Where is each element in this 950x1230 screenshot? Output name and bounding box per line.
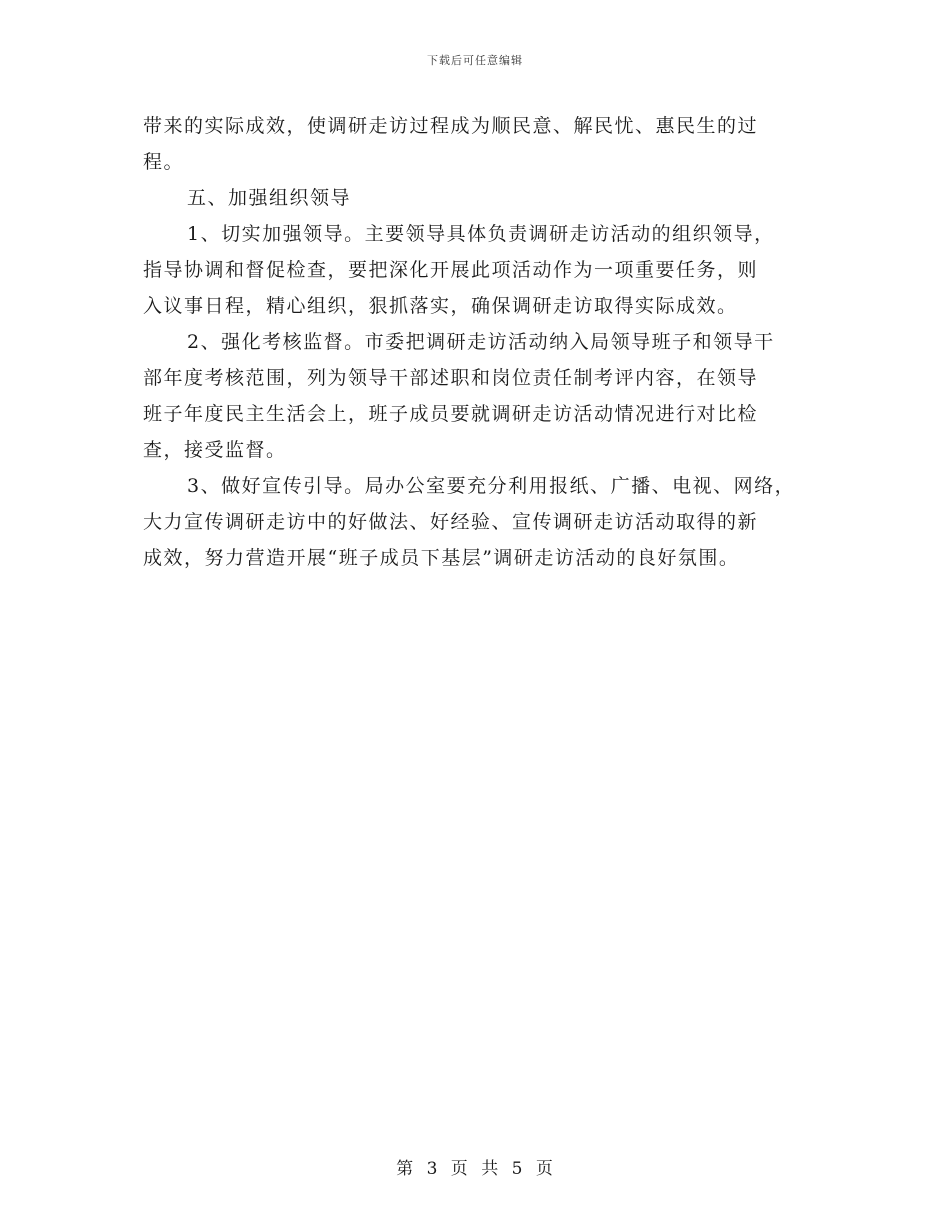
page-header: 下载后可任意编辑	[427, 54, 523, 67]
footer-total-word: 共	[481, 1159, 500, 1179]
current-page-number: 3	[426, 1159, 439, 1179]
total-pages-number: 5	[511, 1159, 524, 1179]
paragraph-line: 入议事日程，精心组织，狠抓落实，确保调研走访取得实际成效。	[143, 295, 738, 317]
document-body	[143, 108, 833, 576]
footer-prefix: 第	[396, 1159, 415, 1179]
paragraph-line: 3、做好宣传引导。局办公室要充分利用报纸、广播、电视、网络，	[187, 475, 796, 497]
footer-suffix: 页	[535, 1159, 554, 1179]
section-heading: 五、加强组织领导	[187, 187, 352, 209]
footer-page-word: 页	[450, 1159, 469, 1179]
paragraph-line: 成效，努力营造开展“班子成员下基层”调研走访活动的良好氛围。	[143, 547, 740, 569]
paragraph-line: 查，接受监督。	[143, 439, 287, 461]
paragraph-line: 带来的实际成效，使调研走访过程成为顺民意、解民忧、惠民生的过	[143, 115, 759, 137]
paragraph-line: 班子年度民主生活会上，班子成员要就调研走访活动情况进行对比检	[143, 403, 759, 425]
paragraph-line: 1、切实加强领导。主要领导具体负责调研走访活动的组织领导，	[187, 223, 775, 245]
page-footer	[0, 1154, 950, 1179]
paragraph-line: 指导协调和督促检查，要把深化开展此项活动作为一项重要任务，则	[143, 259, 759, 281]
paragraph-line: 大力宣传调研走访中的好做法、好经验、宣传调研走访活动取得的新	[143, 511, 759, 533]
paragraph-line: 程。	[143, 151, 185, 173]
paragraph-line: 2、强化考核监督。市委把调研走访活动纳入局领导班子和领导干	[187, 331, 775, 353]
paragraph-line: 部年度考核范围，列为领导干部述职和岗位责任制考评内容，在领导	[143, 367, 759, 389]
